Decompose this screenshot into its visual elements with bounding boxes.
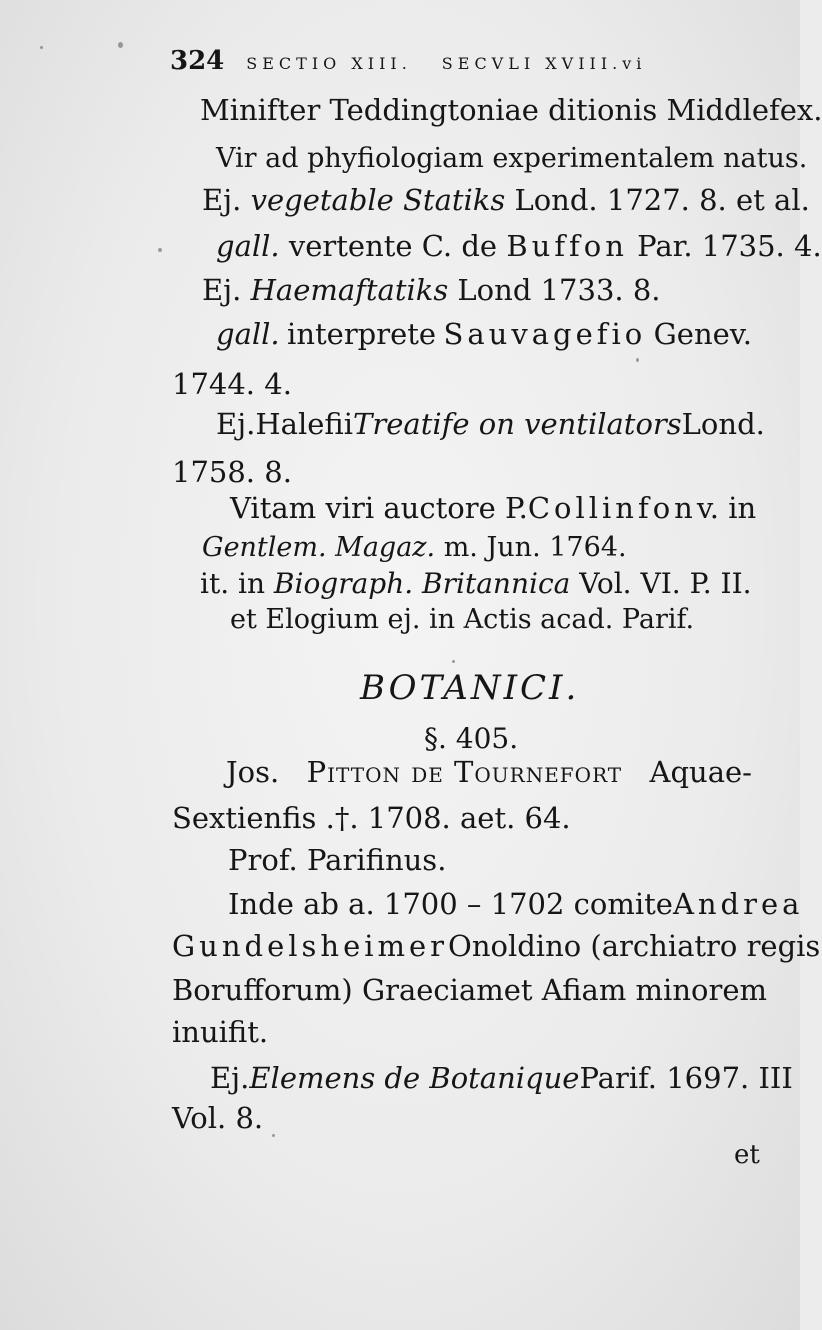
ink-speck	[158, 248, 162, 252]
page-number: 324	[170, 46, 225, 76]
header-section: SECTIO XIII.	[246, 54, 412, 73]
text-line-18: Gundelsheimer Onoldino (archiatro regis	[172, 929, 821, 963]
text-line-7: 1744. 4.	[172, 367, 292, 401]
text-line-13: et Elogium ej. in Actis acad. Parif.	[230, 604, 695, 635]
ink-speck	[452, 660, 455, 663]
text-line-9: 1758. 8.	[172, 455, 292, 489]
text-line-17: Inde ab a. 1700 – 1702 comite Andrea	[228, 887, 804, 921]
ink-speck	[118, 42, 123, 48]
text-line-2: Vir ad phyfiologiam experimentalem natus.	[216, 143, 808, 174]
text-line-19: Borufforum) Graeciam et Afiam minorem	[172, 973, 767, 1007]
text-line-14: Jos. Pitton de Tournefort Aquae-	[226, 755, 752, 789]
text-line-12: it. in Biograph. Britannica Vol. VI. P. II.	[200, 567, 752, 600]
text-line-11: Gentlem. Magaz. m. Jun. 1764.	[202, 532, 627, 563]
text-line-16: Prof. Parifinus.	[228, 843, 447, 877]
ink-speck	[272, 1134, 275, 1137]
text-line-10: Vitam viri auctore P. Collinfon v. in	[230, 491, 757, 525]
text-line-22: Vol. 8.	[172, 1101, 264, 1135]
header-century: SECVLI XVIII.vi	[441, 54, 647, 73]
text-line-8: Ej. Halefii Treatife on ventilators Lond.	[216, 407, 765, 441]
ink-speck	[40, 46, 43, 49]
text-line-3: Ej. vegetable Statiks Lond. 1727. 8. et al.	[202, 183, 810, 217]
section-number: §. 405.	[424, 722, 519, 755]
text-line-15: Sextienfis .†. 1708. aet. 64.	[172, 801, 571, 835]
section-heading: BOTANICI.	[360, 668, 580, 708]
text-line-5: Ej. Haemaftatiks Lond 1733. 8.	[202, 273, 661, 307]
text-line-20: inuifit.	[172, 1015, 269, 1049]
ink-speck	[636, 358, 639, 362]
catchword: et	[734, 1140, 760, 1170]
running-header	[170, 46, 760, 76]
text-line-4: gall. vertente C. de Buffon Par. 1735. 4.	[216, 229, 822, 263]
text-line-1: Minifter Teddingtoniae ditionis Middlefex.	[200, 93, 822, 127]
text-line-6: gall. interprete Sauvagefio Genev.	[216, 317, 752, 351]
text-line-21: Ej. Elemens de Botanique Parif. 1697. III	[210, 1061, 793, 1095]
